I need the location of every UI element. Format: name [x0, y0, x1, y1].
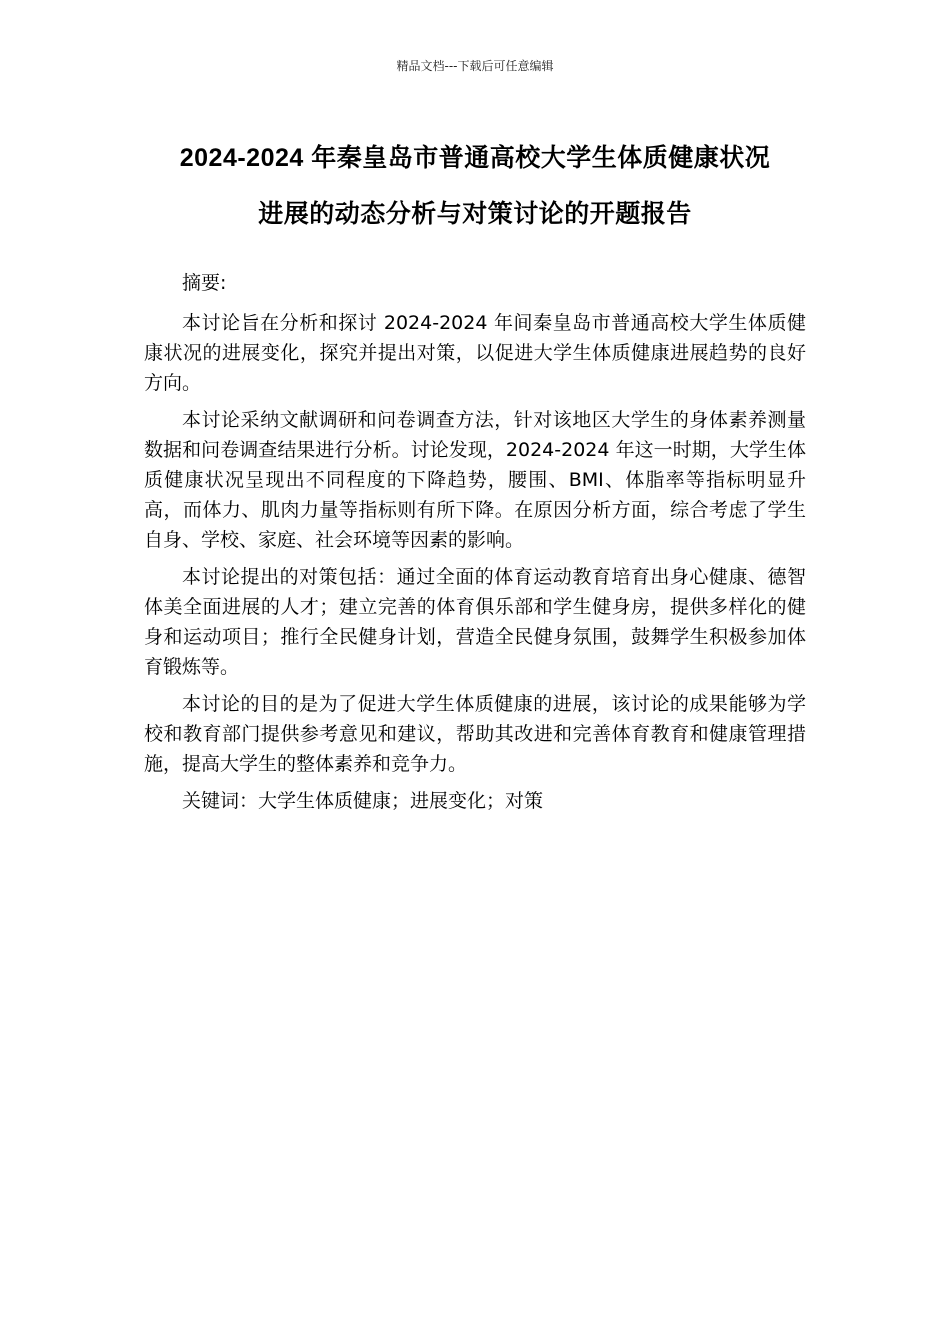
document-title [90, 130, 860, 242]
abstract-section [144, 268, 806, 823]
title-line-1: 2024-2024 年秦皇岛市普通高校大学生体质健康状况 [179, 144, 771, 172]
abstract-paragraph-2: 本讨论采纳文献调研和问卷调查方法，针对该地区大学生的身体素养测量数据和问卷调查结果进行分析。讨论发现，2024-2024 年这一时期，大学生体质健康状况呈现出不同程度的下降趋势，腰围、BMI、体脂率等指标明显升高，而体力、肌肉力量等指标则有所下降。在原因分析方面，综合考虑了学生自身、学校、家庭、社会环境等因素的影响。 [144, 409, 806, 551]
abstract-label: 摘要: [182, 272, 227, 294]
abstract-paragraph-4: 本讨论的目的是为了促进大学生体质健康的进展，该讨论的成果能够为学校和教育部门提供参考意见和建议，帮助其改进和完善体育教育和健康管理措施，提高大学生的整体素养和竞争力。 [144, 693, 806, 775]
keywords-line: 关键词：大学生体质健康；进展变化；对策 [182, 790, 544, 812]
abstract-paragraph-3: 本讨论提出的对策包括：通过全面的体育运动教育培育出身心健康、德智体美全面进展的人才；建立完善的体育俱乐部和学生健身房，提供多样化的健身和运动项目；推行全民健身计划，营造全民健身氛围，鼓舞学生积极参加体育锻炼等。 [144, 566, 806, 678]
title-line-2: 进展的动态分析与对策讨论的开题报告 [258, 200, 692, 228]
abstract-paragraph-1: 本讨论旨在分析和探讨 2024-2024 年间秦皇岛市普通高校大学生体质健康状况的进展变化，探究并提出对策，以促进大学生体质健康进展趋势的良好方向。 [144, 312, 806, 394]
header-note: 精品文档---下载后可任意编辑 [396, 59, 554, 73]
